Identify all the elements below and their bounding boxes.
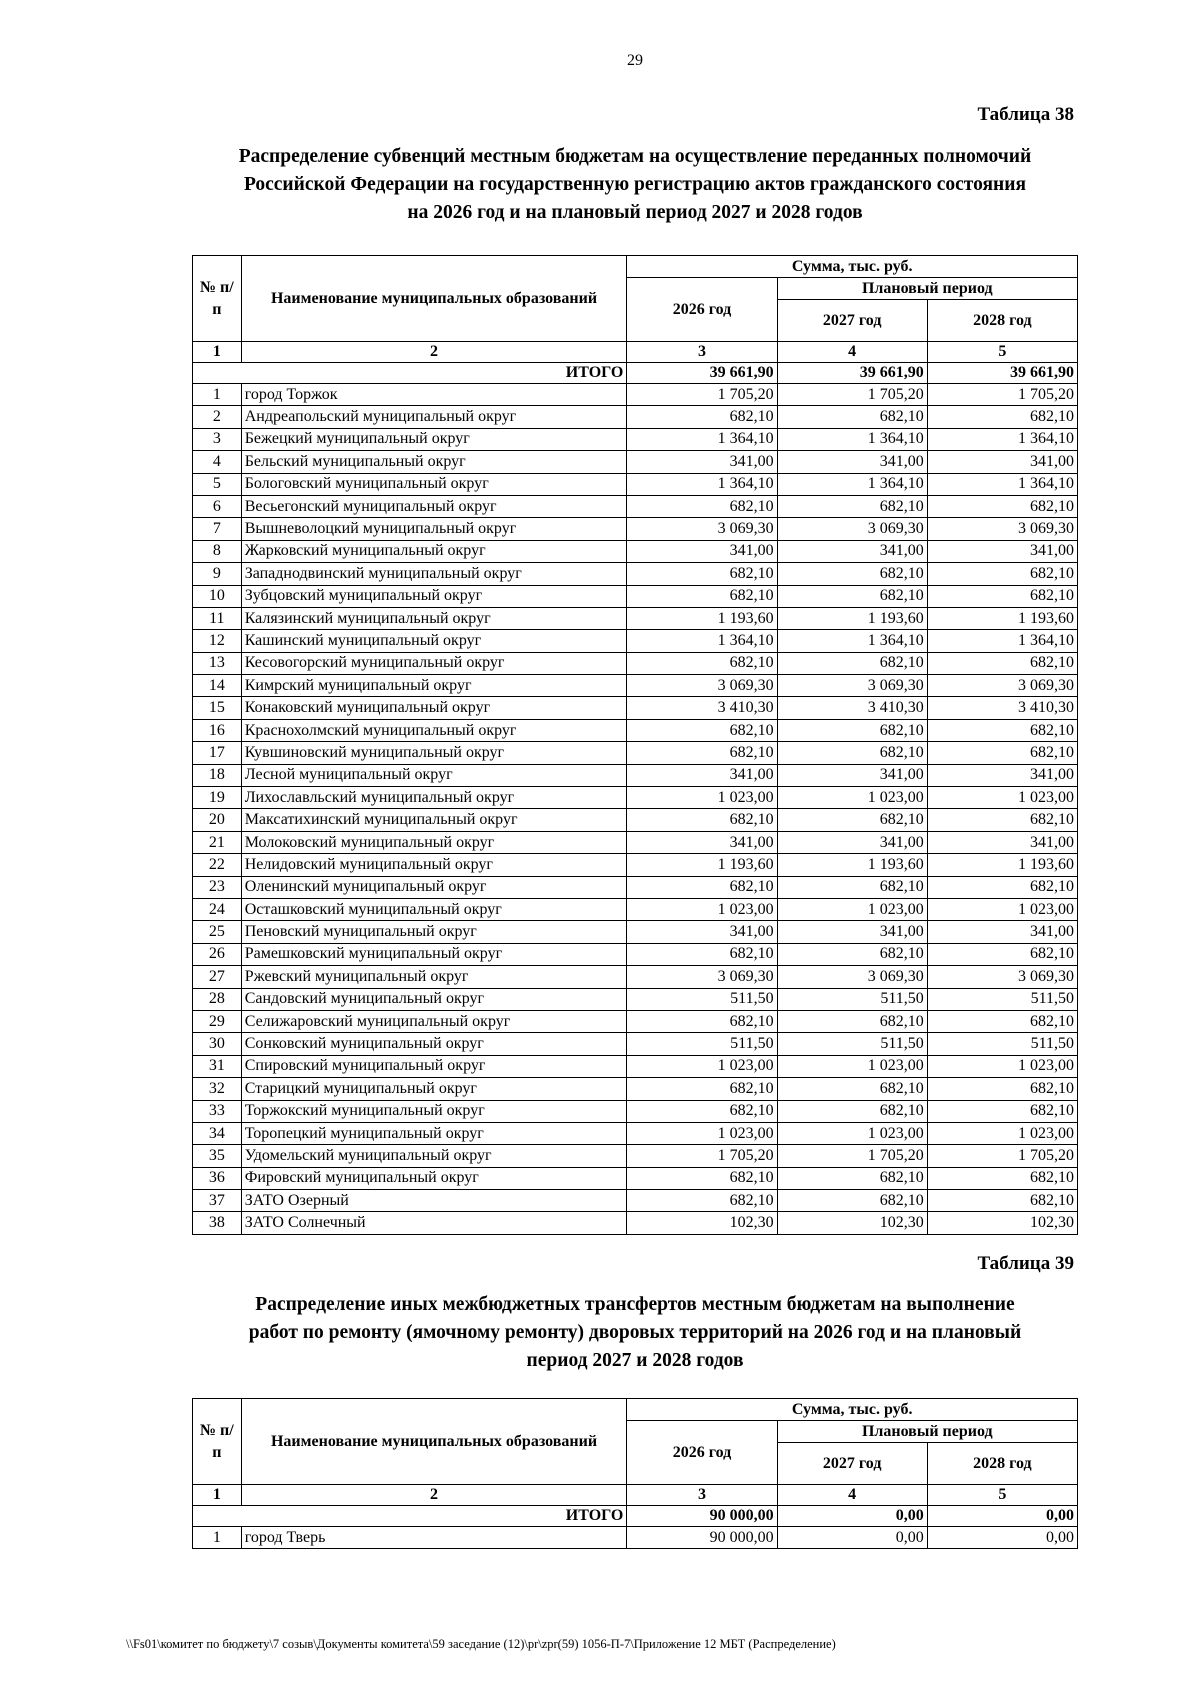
value-2028: 682,10 xyxy=(927,563,1077,585)
value-2026: 682,10 xyxy=(627,563,777,585)
value-2028: 3 410,30 xyxy=(927,697,1077,719)
row-number: 29 xyxy=(193,1010,242,1032)
table-row xyxy=(193,652,1078,674)
value-2026: 1 705,20 xyxy=(627,1145,777,1167)
value-2026: 341,00 xyxy=(627,451,777,473)
value-2026: 1 023,00 xyxy=(627,898,777,920)
table-row xyxy=(193,1527,1078,1549)
municipality-name: Западнодвинский муниципальный округ xyxy=(241,563,627,585)
table-row xyxy=(193,1033,1078,1055)
municipality-name: Конаковский муниципальный округ xyxy=(241,697,627,719)
row-number: 23 xyxy=(193,876,242,898)
value-2028: 1 023,00 xyxy=(927,1055,1077,1077)
value-2027: 682,10 xyxy=(777,585,927,607)
row-number: 8 xyxy=(193,540,242,562)
value-2027: 682,10 xyxy=(777,652,927,674)
header-2027: 2027 год xyxy=(777,1443,927,1485)
total-2026: 90 000,00 xyxy=(627,1506,777,1527)
value-2027: 1 364,10 xyxy=(777,428,927,450)
table-row xyxy=(193,764,1078,786)
value-2026: 3 069,30 xyxy=(627,966,777,988)
page-number: 29 xyxy=(627,52,643,69)
value-2027: 682,10 xyxy=(777,1100,927,1122)
table-38-title xyxy=(180,143,1090,227)
municipality-name: Селижаровский муниципальный округ xyxy=(241,1010,627,1032)
municipality-name: Пеновский муниципальный округ xyxy=(241,921,627,943)
municipality-name: Калязинский муниципальный округ xyxy=(241,607,627,629)
value-2028: 682,10 xyxy=(927,495,1077,517)
value-2028: 511,50 xyxy=(927,1033,1077,1055)
column-index: 1 xyxy=(193,1485,242,1506)
column-index: 1 xyxy=(193,342,242,363)
value-2027: 1 193,60 xyxy=(777,607,927,629)
value-2027: 682,10 xyxy=(777,943,927,965)
municipality-name: город Тверь xyxy=(241,1527,627,1549)
header-sum: Сумма, тыс. руб. xyxy=(627,256,1078,278)
value-2026: 682,10 xyxy=(627,1167,777,1189)
table-row xyxy=(193,540,1078,562)
value-2027: 1 023,00 xyxy=(777,787,927,809)
value-2028: 682,10 xyxy=(927,1100,1077,1122)
row-number: 25 xyxy=(193,921,242,943)
table-row xyxy=(193,719,1078,741)
table-row xyxy=(193,1167,1078,1189)
value-2028: 682,10 xyxy=(927,406,1077,428)
row-number: 36 xyxy=(193,1167,242,1189)
municipality-name: Осташковский муниципальный округ xyxy=(241,898,627,920)
row-number: 4 xyxy=(193,451,242,473)
header-plan-period: Плановый период xyxy=(777,278,1077,300)
municipality-name: Рамешковский муниципальный округ xyxy=(241,943,627,965)
title-line: Российской Федерации на государственную регистрацию актов гражданского состояния xyxy=(243,174,1027,195)
row-number: 19 xyxy=(193,787,242,809)
table-row xyxy=(193,854,1078,876)
municipality-name: Ржевский муниципальный округ xyxy=(241,966,627,988)
value-2027: 511,50 xyxy=(777,988,927,1010)
municipality-name: Краснохолмский муниципальный округ xyxy=(241,719,627,741)
value-2026: 3 069,30 xyxy=(627,675,777,697)
value-2027: 341,00 xyxy=(777,831,927,853)
value-2028: 3 069,30 xyxy=(927,966,1077,988)
value-2028: 341,00 xyxy=(927,921,1077,943)
value-2027: 682,10 xyxy=(777,809,927,831)
value-2027: 682,10 xyxy=(777,876,927,898)
value-2026: 1 364,10 xyxy=(627,428,777,450)
value-2027: 1 023,00 xyxy=(777,1055,927,1077)
row-number: 16 xyxy=(193,719,242,741)
total-label: ИТОГО xyxy=(193,363,627,384)
value-2026: 1 023,00 xyxy=(627,1055,777,1077)
value-2028: 682,10 xyxy=(927,1010,1077,1032)
header-name: Наименование муниципальных образований xyxy=(241,256,627,342)
row-number: 2 xyxy=(193,406,242,428)
value-2027: 682,10 xyxy=(777,563,927,585)
row-number: 1 xyxy=(193,1527,242,1549)
row-number: 34 xyxy=(193,1122,242,1144)
value-2026: 511,50 xyxy=(627,1033,777,1055)
header-2026: 2026 год xyxy=(627,278,777,342)
municipality-name: Нелидовский муниципальный округ xyxy=(241,854,627,876)
header-sum: Сумма, тыс. руб. xyxy=(627,1399,1078,1421)
total-2027: 0,00 xyxy=(777,1506,927,1527)
total-2026: 39 661,90 xyxy=(627,363,777,384)
municipality-name: Торжокский муниципальный округ xyxy=(241,1100,627,1122)
municipality-name: ЗАТО Солнечный xyxy=(241,1212,627,1234)
table-row xyxy=(193,1212,1078,1234)
value-2027: 3 069,30 xyxy=(777,966,927,988)
municipality-name: Бежецкий муниципальный округ xyxy=(241,428,627,450)
value-2026: 682,10 xyxy=(627,876,777,898)
value-2027: 511,50 xyxy=(777,1033,927,1055)
value-2026: 682,10 xyxy=(627,809,777,831)
value-2028: 1 364,10 xyxy=(927,428,1077,450)
value-2028: 0,00 xyxy=(927,1527,1077,1549)
row-number: 22 xyxy=(193,854,242,876)
table-row xyxy=(193,921,1078,943)
header-num: № п/п xyxy=(193,1399,242,1485)
column-index: 2 xyxy=(241,342,627,363)
value-2027: 1 705,20 xyxy=(777,1145,927,1167)
title-line: Распределение субвенций местным бюджетам на осуществление переданных полномочий xyxy=(238,146,1032,167)
row-number: 31 xyxy=(193,1055,242,1077)
footer-file-path: \\Fs01\комитет по бюджету\7 созыв\Документы комитета\59 заседание (12)\pr\zpr(59) 1056-П-7\Приложение 12 МБТ (Распределение) xyxy=(126,1637,836,1651)
municipality-name: ЗАТО Озерный xyxy=(241,1190,627,1212)
value-2027: 1 193,60 xyxy=(777,854,927,876)
municipality-name: Старицкий муниципальный округ xyxy=(241,1078,627,1100)
municipality-name: Кашинский муниципальный округ xyxy=(241,630,627,652)
value-2027: 3 069,30 xyxy=(777,518,927,540)
municipality-name: Торопецкий муниципальный округ xyxy=(241,1122,627,1144)
row-number: 32 xyxy=(193,1078,242,1100)
value-2027: 682,10 xyxy=(777,1190,927,1212)
table-row xyxy=(193,898,1078,920)
value-2028: 682,10 xyxy=(927,585,1077,607)
row-number: 18 xyxy=(193,764,242,786)
municipality-name: Удомельский муниципальный округ xyxy=(241,1145,627,1167)
value-2026: 682,10 xyxy=(627,742,777,764)
municipality-name: Андреапольский муниципальный округ xyxy=(241,406,627,428)
row-number: 35 xyxy=(193,1145,242,1167)
column-index: 5 xyxy=(927,342,1077,363)
value-2027: 341,00 xyxy=(777,451,927,473)
value-2026: 682,10 xyxy=(627,495,777,517)
value-2026: 511,50 xyxy=(627,988,777,1010)
municipality-name: Сонковский муниципальный округ xyxy=(241,1033,627,1055)
value-2027: 1 705,20 xyxy=(777,384,927,406)
row-number: 28 xyxy=(193,988,242,1010)
value-2028: 341,00 xyxy=(927,764,1077,786)
value-2027: 682,10 xyxy=(777,1167,927,1189)
value-2026: 1 364,10 xyxy=(627,630,777,652)
row-number: 17 xyxy=(193,742,242,764)
total-row xyxy=(193,363,1078,384)
table-row xyxy=(193,585,1078,607)
row-number: 24 xyxy=(193,898,242,920)
table-row xyxy=(193,697,1078,719)
municipality-name: Молоковский муниципальный округ xyxy=(241,831,627,853)
value-2028: 682,10 xyxy=(927,1078,1077,1100)
value-2026: 90 000,00 xyxy=(627,1527,777,1549)
value-2026: 682,10 xyxy=(627,585,777,607)
value-2027: 102,30 xyxy=(777,1212,927,1234)
table-row xyxy=(193,607,1078,629)
table-row xyxy=(193,406,1078,428)
value-2026: 682,10 xyxy=(627,1010,777,1032)
value-2026: 682,10 xyxy=(627,1190,777,1212)
value-2026: 682,10 xyxy=(627,1100,777,1122)
value-2027: 682,10 xyxy=(777,1010,927,1032)
value-2028: 682,10 xyxy=(927,719,1077,741)
table-row xyxy=(193,518,1078,540)
value-2027: 1 364,10 xyxy=(777,630,927,652)
column-index: 2 xyxy=(241,1485,627,1506)
value-2026: 682,10 xyxy=(627,406,777,428)
value-2028: 3 069,30 xyxy=(927,675,1077,697)
table-row xyxy=(193,943,1078,965)
row-number: 37 xyxy=(193,1190,242,1212)
municipality-name: Максатихинский муниципальный округ xyxy=(241,809,627,831)
value-2026: 1 023,00 xyxy=(627,1122,777,1144)
table-row xyxy=(193,831,1078,853)
table-row xyxy=(193,1055,1078,1077)
value-2028: 682,10 xyxy=(927,1190,1077,1212)
table-39-label: Таблица 39 xyxy=(977,1253,1074,1274)
value-2028: 3 069,30 xyxy=(927,518,1077,540)
table-row xyxy=(193,966,1078,988)
value-2026: 1 364,10 xyxy=(627,473,777,495)
column-index: 5 xyxy=(927,1485,1077,1506)
value-2028: 511,50 xyxy=(927,988,1077,1010)
municipality-name: Жарковский муниципальный округ xyxy=(241,540,627,562)
value-2027: 682,10 xyxy=(777,719,927,741)
value-2026: 341,00 xyxy=(627,831,777,853)
value-2027: 3 069,30 xyxy=(777,675,927,697)
total-label: ИТОГО xyxy=(193,1506,627,1527)
row-number: 1 xyxy=(193,384,242,406)
value-2028: 1 705,20 xyxy=(927,384,1077,406)
municipality-name: город Торжок xyxy=(241,384,627,406)
table-row xyxy=(193,495,1078,517)
column-index: 3 xyxy=(627,342,777,363)
row-number: 10 xyxy=(193,585,242,607)
value-2027: 1 364,10 xyxy=(777,473,927,495)
table-39 xyxy=(192,1398,1078,1549)
header-2028: 2028 год xyxy=(927,1443,1077,1485)
row-number: 9 xyxy=(193,563,242,585)
value-2028: 1 023,00 xyxy=(927,787,1077,809)
value-2026: 3 410,30 xyxy=(627,697,777,719)
value-2027: 1 023,00 xyxy=(777,898,927,920)
value-2027: 341,00 xyxy=(777,764,927,786)
header-num: № п/п xyxy=(193,256,242,342)
table-row xyxy=(193,787,1078,809)
value-2028: 341,00 xyxy=(927,451,1077,473)
total-row xyxy=(193,1506,1078,1527)
value-2028: 102,30 xyxy=(927,1212,1077,1234)
row-number: 13 xyxy=(193,652,242,674)
value-2028: 1 023,00 xyxy=(927,898,1077,920)
row-number: 5 xyxy=(193,473,242,495)
header-name: Наименование муниципальных образований xyxy=(241,1399,627,1485)
value-2028: 682,10 xyxy=(927,652,1077,674)
value-2027: 682,10 xyxy=(777,406,927,428)
table-row xyxy=(193,384,1078,406)
municipality-name: Лесной муниципальный округ xyxy=(241,764,627,786)
municipality-name: Кесовогорский муниципальный округ xyxy=(241,652,627,674)
value-2026: 102,30 xyxy=(627,1212,777,1234)
header-2026: 2026 год xyxy=(627,1421,777,1485)
row-number: 11 xyxy=(193,607,242,629)
value-2028: 682,10 xyxy=(927,809,1077,831)
table-38 xyxy=(192,255,1078,1235)
table-38-label: Таблица 38 xyxy=(977,104,1074,125)
value-2028: 1 705,20 xyxy=(927,1145,1077,1167)
table-row xyxy=(193,1078,1078,1100)
table-row xyxy=(193,1010,1078,1032)
row-number: 33 xyxy=(193,1100,242,1122)
column-index: 4 xyxy=(777,342,927,363)
value-2028: 1 193,60 xyxy=(927,607,1077,629)
value-2027: 1 023,00 xyxy=(777,1122,927,1144)
header-2028: 2028 год xyxy=(927,300,1077,342)
header-2027: 2027 год xyxy=(777,300,927,342)
row-number: 6 xyxy=(193,495,242,517)
column-index: 4 xyxy=(777,1485,927,1506)
table-row xyxy=(193,1122,1078,1144)
value-2028: 1 364,10 xyxy=(927,473,1077,495)
municipality-name: Зубцовский муниципальный округ xyxy=(241,585,627,607)
row-number: 20 xyxy=(193,809,242,831)
row-number: 27 xyxy=(193,966,242,988)
value-2028: 682,10 xyxy=(927,742,1077,764)
value-2027: 0,00 xyxy=(777,1527,927,1549)
value-2028: 682,10 xyxy=(927,1167,1077,1189)
municipality-name: Весьегонский муниципальный округ xyxy=(241,495,627,517)
value-2027: 682,10 xyxy=(777,1078,927,1100)
title-line: работ по ремонту (ямочному ремонту) дворовых территорий на 2026 год и на плановый xyxy=(248,1322,1022,1343)
municipality-name: Спировский муниципальный округ xyxy=(241,1055,627,1077)
table-row xyxy=(193,988,1078,1010)
value-2026: 341,00 xyxy=(627,764,777,786)
title-line: Распределение иных межбюджетных трансфертов местным бюджетам на выполнение xyxy=(255,1294,1015,1315)
row-number: 38 xyxy=(193,1212,242,1234)
title-line: на 2026 год и на плановый период 2027 и 2028 годов xyxy=(407,202,863,223)
municipality-name: Бологовский муниципальный округ xyxy=(241,473,627,495)
municipality-name: Фировский муниципальный округ xyxy=(241,1167,627,1189)
value-2026: 682,10 xyxy=(627,652,777,674)
table-row xyxy=(193,1145,1078,1167)
municipality-name: Оленинский муниципальный округ xyxy=(241,876,627,898)
municipality-name: Кимрский муниципальный округ xyxy=(241,675,627,697)
table-39-title xyxy=(180,1291,1090,1375)
value-2027: 682,10 xyxy=(777,742,927,764)
row-number: 15 xyxy=(193,697,242,719)
table-row xyxy=(193,742,1078,764)
value-2027: 341,00 xyxy=(777,921,927,943)
value-2028: 682,10 xyxy=(927,876,1077,898)
total-2028: 0,00 xyxy=(927,1506,1077,1527)
table-row xyxy=(193,630,1078,652)
value-2026: 682,10 xyxy=(627,1078,777,1100)
table-row xyxy=(193,563,1078,585)
table-row xyxy=(193,1100,1078,1122)
row-number: 30 xyxy=(193,1033,242,1055)
total-2028: 39 661,90 xyxy=(927,363,1077,384)
value-2027: 682,10 xyxy=(777,495,927,517)
value-2027: 341,00 xyxy=(777,540,927,562)
total-2027: 39 661,90 xyxy=(777,363,927,384)
row-number: 12 xyxy=(193,630,242,652)
value-2028: 1 364,10 xyxy=(927,630,1077,652)
value-2028: 682,10 xyxy=(927,943,1077,965)
table-row xyxy=(193,1190,1078,1212)
municipality-name: Сандовский муниципальный округ xyxy=(241,988,627,1010)
row-number: 26 xyxy=(193,943,242,965)
value-2026: 1 705,20 xyxy=(627,384,777,406)
value-2028: 1 193,60 xyxy=(927,854,1077,876)
row-number: 3 xyxy=(193,428,242,450)
value-2028: 341,00 xyxy=(927,831,1077,853)
municipality-name: Лихославльский муниципальный округ xyxy=(241,787,627,809)
column-index: 3 xyxy=(627,1485,777,1506)
row-number: 21 xyxy=(193,831,242,853)
value-2028: 341,00 xyxy=(927,540,1077,562)
table-row xyxy=(193,451,1078,473)
table-row xyxy=(193,675,1078,697)
value-2026: 3 069,30 xyxy=(627,518,777,540)
value-2026: 341,00 xyxy=(627,921,777,943)
municipality-name: Бельский муниципальный округ xyxy=(241,451,627,473)
table-row xyxy=(193,809,1078,831)
row-number: 14 xyxy=(193,675,242,697)
value-2027: 3 410,30 xyxy=(777,697,927,719)
row-number: 7 xyxy=(193,518,242,540)
table-row xyxy=(193,473,1078,495)
value-2026: 682,10 xyxy=(627,943,777,965)
value-2026: 1 193,60 xyxy=(627,854,777,876)
municipality-name: Вышневолоцкий муниципальный округ xyxy=(241,518,627,540)
value-2026: 682,10 xyxy=(627,719,777,741)
value-2028: 1 023,00 xyxy=(927,1122,1077,1144)
title-line: период 2027 и 2028 годов xyxy=(526,1350,744,1371)
value-2026: 1 193,60 xyxy=(627,607,777,629)
table-row xyxy=(193,428,1078,450)
value-2026: 1 023,00 xyxy=(627,787,777,809)
municipality-name: Кувшиновский муниципальный округ xyxy=(241,742,627,764)
table-row xyxy=(193,876,1078,898)
value-2026: 341,00 xyxy=(627,540,777,562)
header-plan-period: Плановый период xyxy=(777,1421,1077,1443)
